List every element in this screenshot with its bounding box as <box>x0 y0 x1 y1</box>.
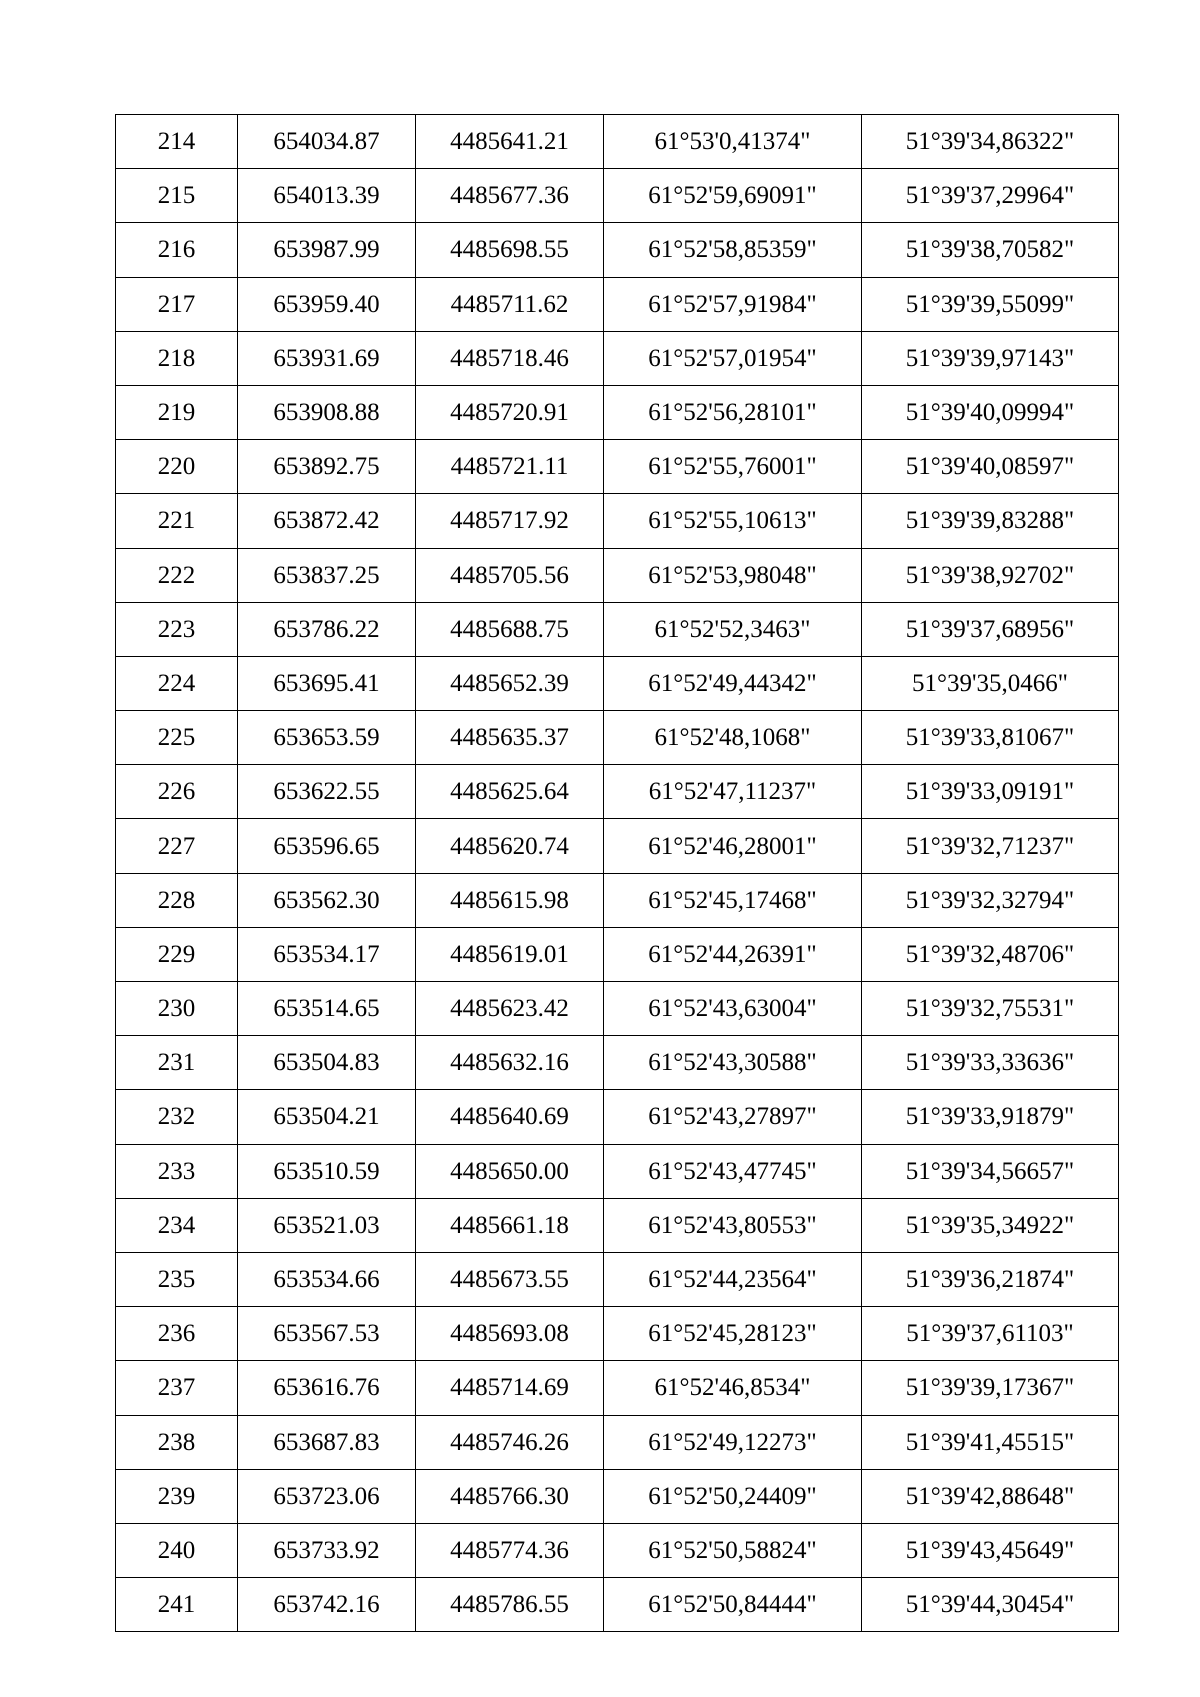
cell-latitude: 51°39'38,92702" <box>862 548 1119 602</box>
table-row <box>116 1307 1119 1361</box>
table-row <box>116 873 1119 927</box>
cell-latitude: 51°39'40,08597" <box>862 440 1119 494</box>
cell-coordinate-x: 653534.66 <box>238 1252 416 1306</box>
cell-longitude: 61°52'44,26391" <box>604 927 862 981</box>
cell-latitude: 51°39'35,34922" <box>862 1198 1119 1252</box>
cell-latitude: 51°39'34,86322" <box>862 115 1119 169</box>
cell-point-number: 237 <box>116 1361 238 1415</box>
cell-coordinate-y: 4485705.56 <box>416 548 604 602</box>
cell-latitude: 51°39'32,32794" <box>862 873 1119 927</box>
cell-latitude: 51°39'39,17367" <box>862 1361 1119 1415</box>
cell-latitude: 51°39'33,91879" <box>862 1090 1119 1144</box>
coordinates-table-body <box>116 115 1119 1632</box>
cell-point-number: 221 <box>116 494 238 548</box>
cell-coordinate-x: 653959.40 <box>238 277 416 331</box>
table-row <box>116 656 1119 710</box>
cell-coordinate-y: 4485698.55 <box>416 223 604 277</box>
cell-latitude: 51°39'37,61103" <box>862 1307 1119 1361</box>
table-row <box>116 1415 1119 1469</box>
cell-coordinate-y: 4485623.42 <box>416 982 604 1036</box>
cell-coordinate-x: 653892.75 <box>238 440 416 494</box>
cell-longitude: 61°52'45,17468" <box>604 873 862 927</box>
cell-coordinate-y: 4485652.39 <box>416 656 604 710</box>
table-row <box>116 1252 1119 1306</box>
table-row <box>116 1523 1119 1577</box>
cell-latitude: 51°39'43,45649" <box>862 1523 1119 1577</box>
cell-coordinate-x: 653510.59 <box>238 1144 416 1198</box>
cell-point-number: 230 <box>116 982 238 1036</box>
cell-point-number: 232 <box>116 1090 238 1144</box>
cell-latitude: 51°39'32,48706" <box>862 927 1119 981</box>
cell-point-number: 238 <box>116 1415 238 1469</box>
cell-latitude: 51°39'38,70582" <box>862 223 1119 277</box>
cell-latitude: 51°39'36,21874" <box>862 1252 1119 1306</box>
cell-longitude: 61°52'47,11237" <box>604 765 862 819</box>
cell-longitude: 61°52'43,30588" <box>604 1036 862 1090</box>
cell-longitude: 61°52'49,44342" <box>604 656 862 710</box>
cell-longitude: 61°52'46,28001" <box>604 819 862 873</box>
cell-coordinate-x: 653931.69 <box>238 331 416 385</box>
cell-latitude: 51°39'34,56657" <box>862 1144 1119 1198</box>
cell-point-number: 216 <box>116 223 238 277</box>
cell-coordinate-y: 4485620.74 <box>416 819 604 873</box>
cell-latitude: 51°39'33,81067" <box>862 711 1119 765</box>
table-row <box>116 440 1119 494</box>
cell-coordinate-x: 653786.22 <box>238 602 416 656</box>
cell-point-number: 235 <box>116 1252 238 1306</box>
table-row <box>116 982 1119 1036</box>
cell-longitude: 61°52'43,80553" <box>604 1198 862 1252</box>
cell-coordinate-x: 653987.99 <box>238 223 416 277</box>
cell-point-number: 224 <box>116 656 238 710</box>
table-row <box>116 1036 1119 1090</box>
cell-longitude: 61°52'50,84444" <box>604 1578 862 1632</box>
table-row <box>116 169 1119 223</box>
table-row <box>116 927 1119 981</box>
cell-coordinate-y: 4485711.62 <box>416 277 604 331</box>
cell-coordinate-y: 4485650.00 <box>416 1144 604 1198</box>
cell-coordinate-y: 4485717.92 <box>416 494 604 548</box>
table-row <box>116 115 1119 169</box>
cell-coordinate-y: 4485619.01 <box>416 927 604 981</box>
cell-point-number: 220 <box>116 440 238 494</box>
cell-point-number: 225 <box>116 711 238 765</box>
cell-longitude: 61°52'44,23564" <box>604 1252 862 1306</box>
cell-coordinate-x: 653616.76 <box>238 1361 416 1415</box>
cell-coordinate-x: 653521.03 <box>238 1198 416 1252</box>
cell-longitude: 61°52'48,1068" <box>604 711 862 765</box>
cell-latitude: 51°39'39,97143" <box>862 331 1119 385</box>
cell-coordinate-x: 653622.55 <box>238 765 416 819</box>
cell-coordinate-x: 654013.39 <box>238 169 416 223</box>
cell-longitude: 61°52'50,24409" <box>604 1469 862 1523</box>
cell-latitude: 51°39'32,71237" <box>862 819 1119 873</box>
cell-longitude: 61°52'50,58824" <box>604 1523 862 1577</box>
cell-coordinate-x: 653872.42 <box>238 494 416 548</box>
cell-coordinate-x: 653596.65 <box>238 819 416 873</box>
cell-coordinate-y: 4485720.91 <box>416 385 604 439</box>
cell-point-number: 234 <box>116 1198 238 1252</box>
table-row <box>116 548 1119 602</box>
cell-longitude: 61°52'53,98048" <box>604 548 862 602</box>
cell-longitude: 61°52'57,01954" <box>604 331 862 385</box>
cell-latitude: 51°39'35,0466" <box>862 656 1119 710</box>
cell-coordinate-x: 653837.25 <box>238 548 416 602</box>
cell-latitude: 51°39'32,75531" <box>862 982 1119 1036</box>
cell-coordinate-x: 653562.30 <box>238 873 416 927</box>
cell-longitude: 61°52'58,85359" <box>604 223 862 277</box>
cell-longitude: 61°52'43,27897" <box>604 1090 862 1144</box>
cell-coordinate-x: 653504.83 <box>238 1036 416 1090</box>
cell-point-number: 240 <box>116 1523 238 1577</box>
cell-latitude: 51°39'39,55099" <box>862 277 1119 331</box>
cell-point-number: 236 <box>116 1307 238 1361</box>
table-row <box>116 765 1119 819</box>
coordinates-table <box>115 114 1119 1632</box>
table-row <box>116 1361 1119 1415</box>
cell-coordinate-x: 653695.41 <box>238 656 416 710</box>
cell-longitude: 61°52'56,28101" <box>604 385 862 439</box>
cell-longitude: 61°52'59,69091" <box>604 169 862 223</box>
cell-longitude: 61°52'57,91984" <box>604 277 862 331</box>
cell-latitude: 51°39'39,83288" <box>862 494 1119 548</box>
cell-point-number: 233 <box>116 1144 238 1198</box>
table-row <box>116 1198 1119 1252</box>
cell-coordinate-y: 4485746.26 <box>416 1415 604 1469</box>
cell-coordinate-y: 4485661.18 <box>416 1198 604 1252</box>
cell-coordinate-y: 4485632.16 <box>416 1036 604 1090</box>
cell-coordinate-y: 4485714.69 <box>416 1361 604 1415</box>
cell-longitude: 61°52'43,63004" <box>604 982 862 1036</box>
cell-coordinate-y: 4485721.11 <box>416 440 604 494</box>
cell-longitude: 61°52'45,28123" <box>604 1307 862 1361</box>
cell-latitude: 51°39'40,09994" <box>862 385 1119 439</box>
cell-coordinate-x: 653687.83 <box>238 1415 416 1469</box>
cell-point-number: 217 <box>116 277 238 331</box>
cell-latitude: 51°39'37,68956" <box>862 602 1119 656</box>
cell-coordinate-y: 4485688.75 <box>416 602 604 656</box>
cell-point-number: 223 <box>116 602 238 656</box>
cell-point-number: 214 <box>116 115 238 169</box>
table-row <box>116 1469 1119 1523</box>
cell-coordinate-x: 653723.06 <box>238 1469 416 1523</box>
cell-coordinate-y: 4485718.46 <box>416 331 604 385</box>
cell-longitude: 61°53'0,41374" <box>604 115 862 169</box>
cell-point-number: 239 <box>116 1469 238 1523</box>
cell-coordinate-x: 653504.21 <box>238 1090 416 1144</box>
table-row <box>116 711 1119 765</box>
cell-longitude: 61°52'55,76001" <box>604 440 862 494</box>
cell-longitude: 61°52'52,3463" <box>604 602 862 656</box>
table-row <box>116 819 1119 873</box>
table-row <box>116 385 1119 439</box>
cell-coordinate-y: 4485693.08 <box>416 1307 604 1361</box>
cell-coordinate-x: 653653.59 <box>238 711 416 765</box>
cell-coordinate-x: 653534.17 <box>238 927 416 981</box>
table-row <box>116 494 1119 548</box>
cell-coordinate-y: 4485673.55 <box>416 1252 604 1306</box>
cell-latitude: 51°39'42,88648" <box>862 1469 1119 1523</box>
cell-coordinate-y: 4485766.30 <box>416 1469 604 1523</box>
cell-coordinate-x: 653567.53 <box>238 1307 416 1361</box>
cell-point-number: 226 <box>116 765 238 819</box>
cell-longitude: 61°52'49,12273" <box>604 1415 862 1469</box>
cell-point-number: 227 <box>116 819 238 873</box>
cell-point-number: 219 <box>116 385 238 439</box>
cell-point-number: 241 <box>116 1578 238 1632</box>
cell-coordinate-y: 4485677.36 <box>416 169 604 223</box>
cell-coordinate-x: 654034.87 <box>238 115 416 169</box>
cell-point-number: 229 <box>116 927 238 981</box>
table-row <box>116 1090 1119 1144</box>
cell-coordinate-x: 653514.65 <box>238 982 416 1036</box>
cell-coordinate-x: 653742.16 <box>238 1578 416 1632</box>
table-row <box>116 602 1119 656</box>
cell-coordinate-y: 4485774.36 <box>416 1523 604 1577</box>
table-row <box>116 331 1119 385</box>
cell-coordinate-y: 4485625.64 <box>416 765 604 819</box>
cell-point-number: 215 <box>116 169 238 223</box>
table-row <box>116 1578 1119 1632</box>
cell-coordinate-x: 653908.88 <box>238 385 416 439</box>
cell-latitude: 51°39'33,33636" <box>862 1036 1119 1090</box>
cell-point-number: 222 <box>116 548 238 602</box>
cell-longitude: 61°52'55,10613" <box>604 494 862 548</box>
table-row <box>116 223 1119 277</box>
cell-point-number: 231 <box>116 1036 238 1090</box>
cell-coordinate-y: 4485615.98 <box>416 873 604 927</box>
cell-latitude: 51°39'37,29964" <box>862 169 1119 223</box>
cell-point-number: 218 <box>116 331 238 385</box>
cell-coordinate-x: 653733.92 <box>238 1523 416 1577</box>
cell-coordinate-y: 4485635.37 <box>416 711 604 765</box>
cell-latitude: 51°39'33,09191" <box>862 765 1119 819</box>
table-row <box>116 1144 1119 1198</box>
cell-coordinate-y: 4485641.21 <box>416 115 604 169</box>
cell-latitude: 51°39'44,30454" <box>862 1578 1119 1632</box>
cell-longitude: 61°52'46,8534" <box>604 1361 862 1415</box>
table-row <box>116 277 1119 331</box>
cell-point-number: 228 <box>116 873 238 927</box>
cell-longitude: 61°52'43,47745" <box>604 1144 862 1198</box>
cell-coordinate-y: 4485640.69 <box>416 1090 604 1144</box>
cell-latitude: 51°39'41,45515" <box>862 1415 1119 1469</box>
cell-coordinate-y: 4485786.55 <box>416 1578 604 1632</box>
